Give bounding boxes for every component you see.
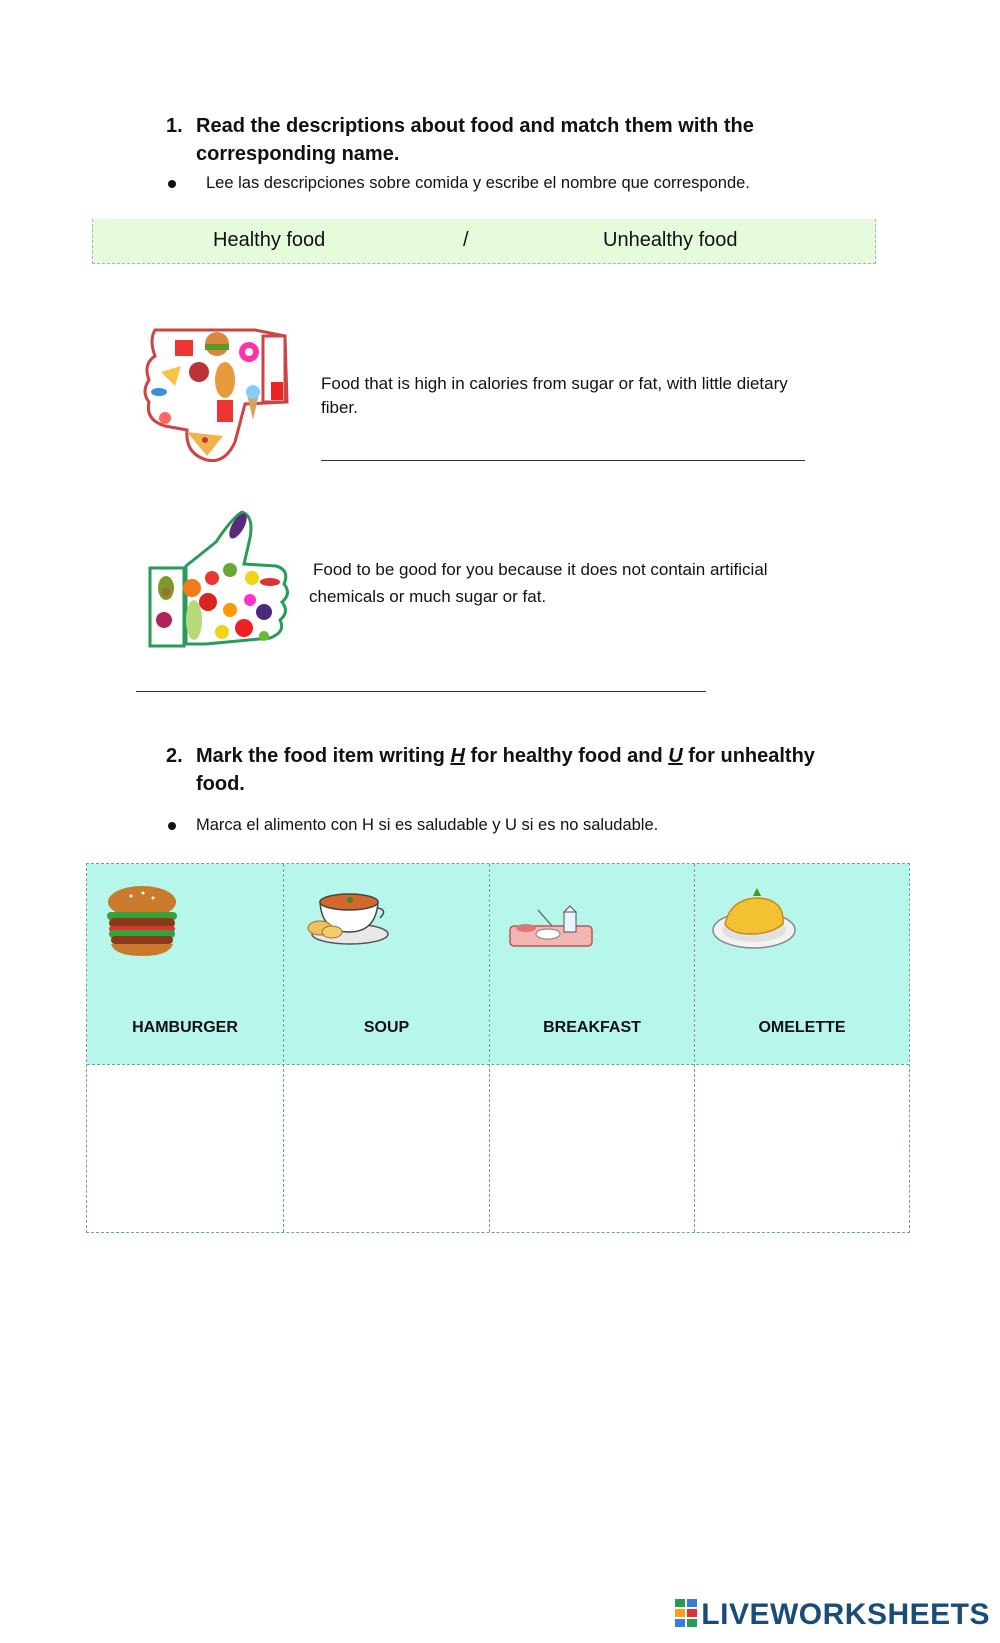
healthy-food-thumbs-up-icon bbox=[146, 508, 296, 659]
question-2-text-line2: food. bbox=[196, 773, 245, 795]
breakfast-tray-icon bbox=[508, 904, 594, 955]
question-1-text-line2: corresponding name. bbox=[196, 143, 400, 165]
food-label-breakfast: BREAKFAST bbox=[543, 1019, 641, 1036]
description-2-line2: chemicals or much sugar or fat. bbox=[309, 587, 547, 606]
question-2-title bbox=[166, 742, 846, 802]
junk-food-thumbs-down-icon bbox=[135, 322, 297, 472]
food-cell-hamburger bbox=[87, 864, 283, 1064]
food-cell-omelette bbox=[695, 864, 909, 1064]
description-2-line1: Food to be good for you because it does not contain artificial bbox=[313, 560, 768, 579]
question-2-number: 2. bbox=[166, 745, 183, 767]
grid-divider bbox=[87, 1064, 909, 1065]
answer-line-1[interactable] bbox=[321, 460, 805, 461]
bullet-icon bbox=[168, 180, 176, 188]
question-1-instruction: Lee las descripciones sobre comida y escribe el nombre que corresponde. bbox=[206, 174, 750, 192]
question-1-number: 1. bbox=[166, 115, 183, 137]
question-2-text-line1 bbox=[196, 742, 815, 770]
answer-cell-soup[interactable] bbox=[284, 1064, 489, 1232]
grid-divider bbox=[694, 864, 695, 1232]
answer-line-2[interactable] bbox=[136, 691, 706, 692]
question-2-instruction: Marca el alimento con H si es saludable y U si es no saludable. bbox=[196, 816, 659, 834]
word-bank bbox=[92, 219, 876, 264]
description-1-line1: Food that is high in calories from sugar or fat, with little dietary bbox=[321, 374, 788, 393]
question-1-title bbox=[166, 112, 786, 172]
grid-divider bbox=[283, 864, 284, 1232]
food-grid bbox=[86, 863, 910, 1233]
grid-divider bbox=[489, 864, 490, 1232]
answer-cell-breakfast[interactable] bbox=[490, 1064, 694, 1232]
soup-bowl-icon bbox=[306, 884, 390, 951]
omelette-plate-icon bbox=[711, 884, 797, 955]
description-1-line2: fiber. bbox=[321, 398, 358, 417]
letter-u: U bbox=[668, 745, 683, 767]
food-label-soup: SOUP bbox=[363, 1019, 410, 1036]
food-cell-soup bbox=[284, 864, 489, 1064]
choice-healthy-food: Healthy food bbox=[213, 229, 326, 251]
liveworksheets-logo bbox=[675, 1598, 990, 1632]
answer-cell-hamburger[interactable] bbox=[87, 1064, 283, 1232]
description-1 bbox=[321, 372, 821, 420]
liveworksheets-logo-text: LIVEWORKSHEETS bbox=[701, 1598, 990, 1631]
bullet-icon bbox=[168, 822, 176, 830]
choice-separator: / bbox=[463, 229, 469, 251]
food-label-omelette: OMELETTE bbox=[758, 1019, 846, 1036]
letter-h: H bbox=[450, 745, 465, 767]
hamburger-icon bbox=[103, 884, 181, 961]
question-2-text-mid: for healthy food and bbox=[464, 745, 669, 767]
food-cell-breakfast bbox=[490, 864, 694, 1064]
liveworksheets-logo-icon bbox=[675, 1599, 697, 1627]
question-2-text-post: for unhealthy bbox=[682, 745, 815, 767]
choice-unhealthy-food: Unhealthy food bbox=[603, 229, 738, 251]
question-1-text-line1: Read the descriptions about food and match them with the bbox=[196, 115, 754, 137]
description-2 bbox=[309, 558, 809, 609]
question-2-text-pre: Mark the food item writing bbox=[196, 745, 451, 767]
answer-cell-omelette[interactable] bbox=[695, 1064, 909, 1232]
food-label-hamburger: HAMBURGER bbox=[132, 1019, 238, 1036]
